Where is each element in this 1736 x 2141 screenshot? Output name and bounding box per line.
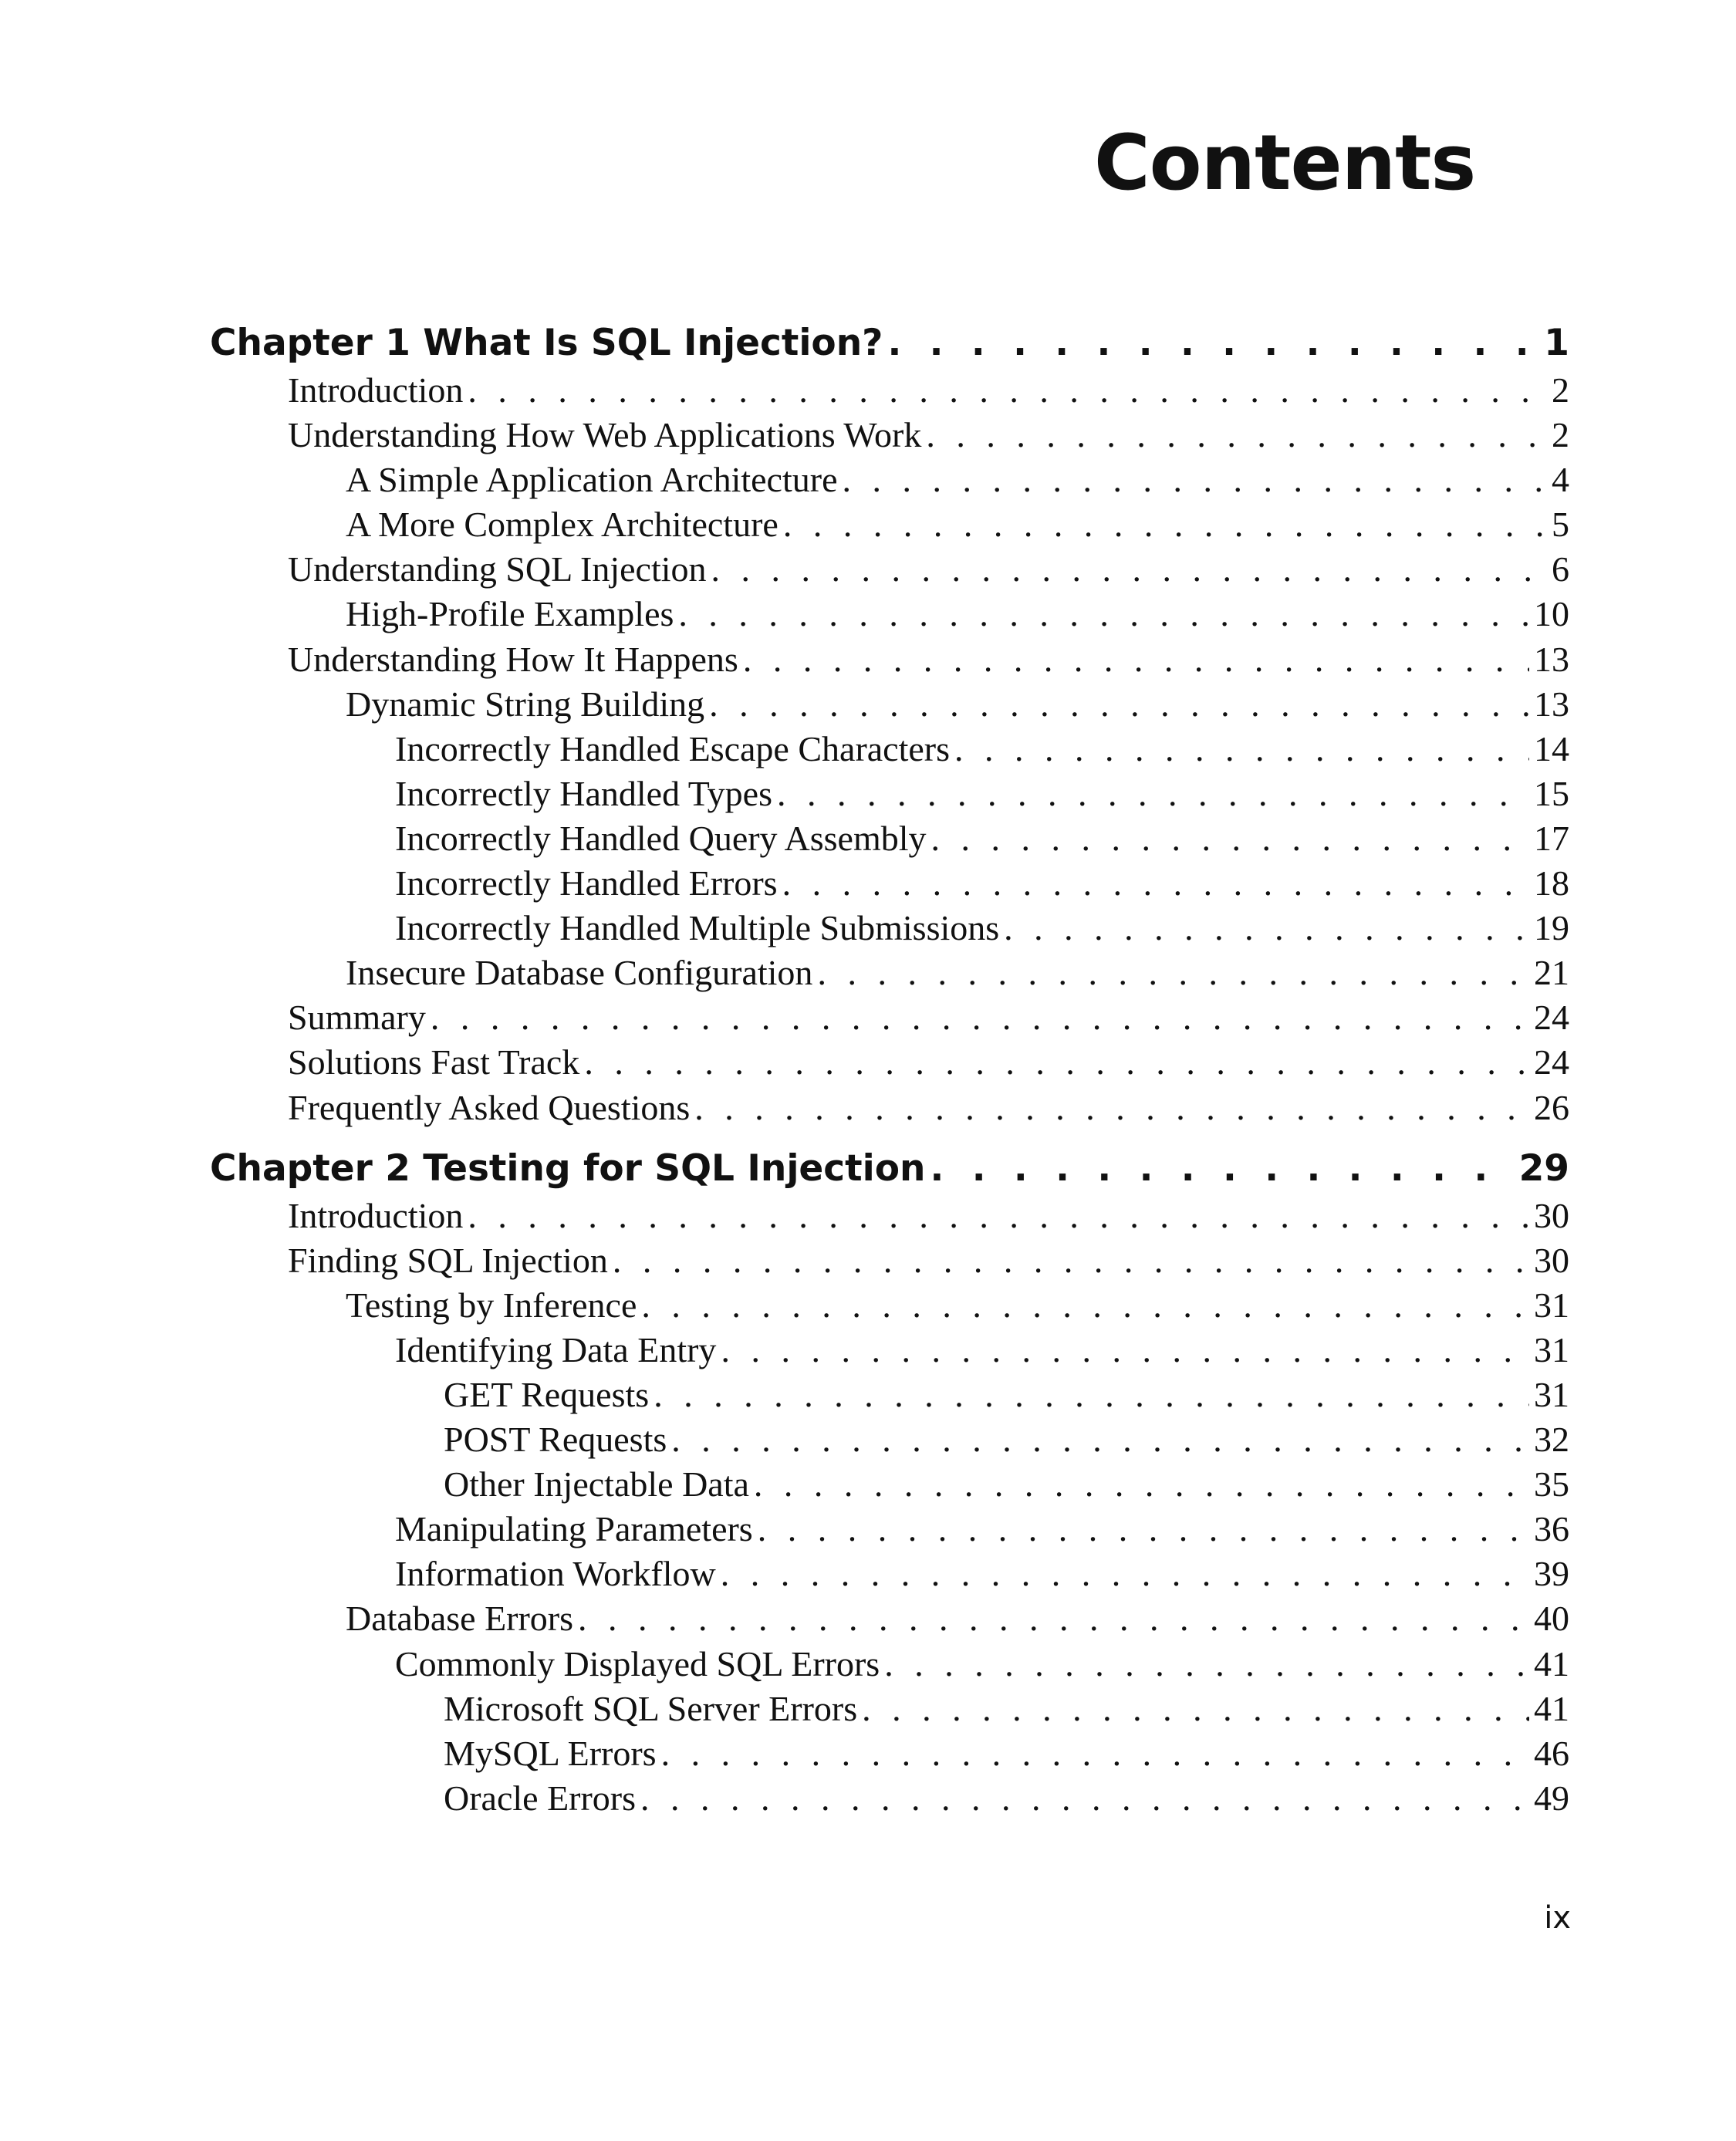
toc-entry[interactable] bbox=[210, 682, 1569, 727]
dot-leader bbox=[431, 995, 1529, 1040]
dot-leader bbox=[578, 1596, 1529, 1641]
toc-entry[interactable] bbox=[210, 502, 1569, 547]
entry-label: Manipulating Parameters bbox=[395, 1509, 753, 1549]
entry-label: Information Workflow bbox=[395, 1554, 716, 1594]
entry-label: MySQL Errors bbox=[444, 1733, 657, 1773]
dot-leader bbox=[694, 1086, 1529, 1130]
page-number: 31 bbox=[1534, 1374, 1569, 1414]
dot-leader bbox=[817, 951, 1529, 995]
toc-entry[interactable] bbox=[210, 1086, 1569, 1130]
toc-entry[interactable] bbox=[210, 413, 1569, 458]
toc-entry[interactable] bbox=[210, 1552, 1569, 1596]
dot-leader bbox=[931, 816, 1529, 861]
toc-entry[interactable] bbox=[210, 1596, 1569, 1641]
entry-label: Other Injectable Data bbox=[444, 1464, 749, 1504]
page-number: 19 bbox=[1534, 908, 1569, 948]
dot-leader bbox=[468, 1194, 1529, 1238]
dot-leader bbox=[468, 368, 1547, 413]
dot-leader bbox=[709, 682, 1529, 727]
page-number: 5 bbox=[1552, 505, 1569, 545]
entry-label: Incorrectly Handled Query Assembly bbox=[395, 818, 927, 858]
page-number: 31 bbox=[1534, 1329, 1569, 1369]
dot-leader bbox=[1004, 906, 1529, 951]
page-number: 17 bbox=[1534, 818, 1569, 858]
toc-entry[interactable] bbox=[210, 727, 1569, 772]
dot-leader bbox=[640, 1776, 1529, 1821]
toc-entry[interactable] bbox=[210, 1040, 1569, 1085]
page-number: 46 bbox=[1534, 1733, 1569, 1773]
dot-leader bbox=[782, 861, 1529, 906]
toc-entry[interactable] bbox=[210, 816, 1569, 861]
page-number: 32 bbox=[1534, 1420, 1569, 1460]
table-of-contents bbox=[210, 320, 1569, 1821]
dot-leader bbox=[584, 1040, 1529, 1085]
page-number: 31 bbox=[1534, 1285, 1569, 1325]
toc-entry[interactable] bbox=[210, 1462, 1569, 1507]
toc-entry[interactable] bbox=[210, 1238, 1569, 1283]
dot-leader bbox=[954, 727, 1529, 772]
page-number: 2 bbox=[1552, 370, 1569, 410]
page-title: Contents bbox=[1094, 119, 1476, 208]
toc-entry[interactable] bbox=[210, 368, 1569, 413]
page-number: 29 bbox=[1518, 1146, 1569, 1190]
toc-entry[interactable] bbox=[210, 547, 1569, 592]
page-number: 4 bbox=[1552, 460, 1569, 500]
entry-label: POST Requests bbox=[444, 1420, 667, 1460]
dot-leader bbox=[678, 592, 1529, 637]
page-number: 26 bbox=[1534, 1087, 1569, 1127]
page-number: 6 bbox=[1552, 549, 1569, 589]
entry-label: Incorrectly Handled Multiple Submissions bbox=[395, 908, 1000, 948]
dot-leader bbox=[843, 458, 1548, 502]
dot-leader bbox=[884, 1642, 1529, 1687]
page-number: 35 bbox=[1534, 1464, 1569, 1504]
toc-chapter-1[interactable] bbox=[210, 320, 1569, 366]
entry-label: Database Errors bbox=[346, 1599, 574, 1639]
entry-label: Insecure Database Configuration bbox=[346, 953, 813, 993]
dot-leader bbox=[862, 1687, 1529, 1731]
toc-entry[interactable] bbox=[210, 1328, 1569, 1373]
toc-entry[interactable] bbox=[210, 637, 1569, 682]
dot-leader bbox=[641, 1283, 1529, 1328]
dot-leader bbox=[661, 1731, 1529, 1776]
dot-leader bbox=[721, 1552, 1529, 1596]
page-number: 24 bbox=[1534, 998, 1569, 1038]
dot-leader bbox=[777, 772, 1529, 816]
toc-entry[interactable] bbox=[210, 1507, 1569, 1552]
toc-entry[interactable] bbox=[210, 458, 1569, 502]
entry-label: Identifying Data Entry bbox=[395, 1329, 717, 1369]
dot-leader bbox=[887, 320, 1539, 366]
page-number: 1 bbox=[1544, 322, 1569, 364]
dot-leader bbox=[758, 1507, 1529, 1552]
chapter-title: Chapter 2 Testing for SQL Injection bbox=[210, 1146, 926, 1190]
entry-label: Introduction bbox=[288, 1195, 464, 1235]
page-number: 36 bbox=[1534, 1509, 1569, 1549]
toc-entry[interactable] bbox=[210, 906, 1569, 951]
page-number: 30 bbox=[1534, 1195, 1569, 1235]
toc-entry[interactable] bbox=[210, 772, 1569, 816]
toc-entry[interactable] bbox=[210, 1687, 1569, 1731]
entry-label: Understanding SQL Injection bbox=[288, 549, 707, 589]
entry-label: High-Profile Examples bbox=[346, 594, 674, 634]
entry-label: A Simple Application Architecture bbox=[346, 460, 838, 500]
dot-leader bbox=[671, 1417, 1529, 1462]
page-number: 14 bbox=[1534, 728, 1569, 768]
dot-leader bbox=[721, 1328, 1529, 1373]
page-number: 13 bbox=[1534, 684, 1569, 724]
entry-label: Summary bbox=[288, 998, 426, 1038]
page-number: 24 bbox=[1534, 1042, 1569, 1082]
dot-leader bbox=[926, 413, 1547, 458]
page-number: 2 bbox=[1552, 415, 1569, 455]
page-number: 30 bbox=[1534, 1240, 1569, 1280]
toc-entry[interactable] bbox=[210, 1776, 1569, 1821]
chapter-title: Chapter 1 What Is SQL Injection? bbox=[210, 322, 883, 364]
page-number: 15 bbox=[1534, 773, 1569, 813]
entry-label: Dynamic String Building bbox=[346, 684, 705, 724]
page-number: 10 bbox=[1534, 594, 1569, 634]
dot-leader bbox=[711, 547, 1547, 592]
entry-label: Commonly Displayed SQL Errors bbox=[395, 1643, 880, 1683]
entry-label: Incorrectly Handled Escape Characters bbox=[395, 728, 951, 768]
toc-entry[interactable] bbox=[210, 995, 1569, 1040]
page-number: 49 bbox=[1534, 1778, 1569, 1818]
entry-label: Incorrectly Handled Types bbox=[395, 773, 772, 813]
entry-label: Finding SQL Injection bbox=[288, 1240, 608, 1280]
toc-entry[interactable] bbox=[210, 861, 1569, 906]
entry-label: Microsoft SQL Server Errors bbox=[444, 1688, 858, 1728]
entry-label: Solutions Fast Track bbox=[288, 1042, 580, 1082]
entry-label: Incorrectly Handled Errors bbox=[395, 863, 778, 903]
page-number: 41 bbox=[1534, 1643, 1569, 1683]
toc-entry[interactable] bbox=[210, 1731, 1569, 1776]
page-number: 39 bbox=[1534, 1554, 1569, 1594]
entry-label: Understanding How It Happens bbox=[288, 639, 738, 679]
entry-label: GET Requests bbox=[444, 1374, 650, 1414]
page-folio: ix bbox=[1544, 1900, 1571, 1936]
toc-entry[interactable] bbox=[210, 1194, 1569, 1238]
entry-label: Oracle Errors bbox=[444, 1778, 637, 1818]
page-number: 13 bbox=[1534, 639, 1569, 679]
entry-label: Testing by Inference bbox=[346, 1285, 637, 1325]
dot-leader bbox=[613, 1238, 1529, 1283]
dot-leader bbox=[754, 1462, 1529, 1507]
toc-entry[interactable] bbox=[210, 1373, 1569, 1417]
dot-leader bbox=[930, 1146, 1515, 1192]
dot-leader bbox=[743, 637, 1529, 682]
entry-label: Introduction bbox=[288, 370, 464, 410]
dot-leader bbox=[654, 1373, 1529, 1417]
toc-chapter-2[interactable] bbox=[210, 1146, 1569, 1192]
toc-entry[interactable] bbox=[210, 1417, 1569, 1462]
toc-entry[interactable] bbox=[210, 592, 1569, 637]
entry-label: Frequently Asked Questions bbox=[288, 1087, 691, 1127]
page-number: 40 bbox=[1534, 1599, 1569, 1639]
entry-label: Understanding How Web Applications Work bbox=[288, 415, 922, 455]
toc-entry[interactable] bbox=[210, 951, 1569, 995]
toc-entry[interactable] bbox=[210, 1283, 1569, 1328]
entry-label: A More Complex Architecture bbox=[346, 505, 778, 545]
toc-entry[interactable] bbox=[210, 1642, 1569, 1687]
dot-leader bbox=[783, 502, 1547, 547]
page-number: 21 bbox=[1534, 953, 1569, 993]
page-number: 41 bbox=[1534, 1688, 1569, 1728]
page-number: 18 bbox=[1534, 863, 1569, 903]
